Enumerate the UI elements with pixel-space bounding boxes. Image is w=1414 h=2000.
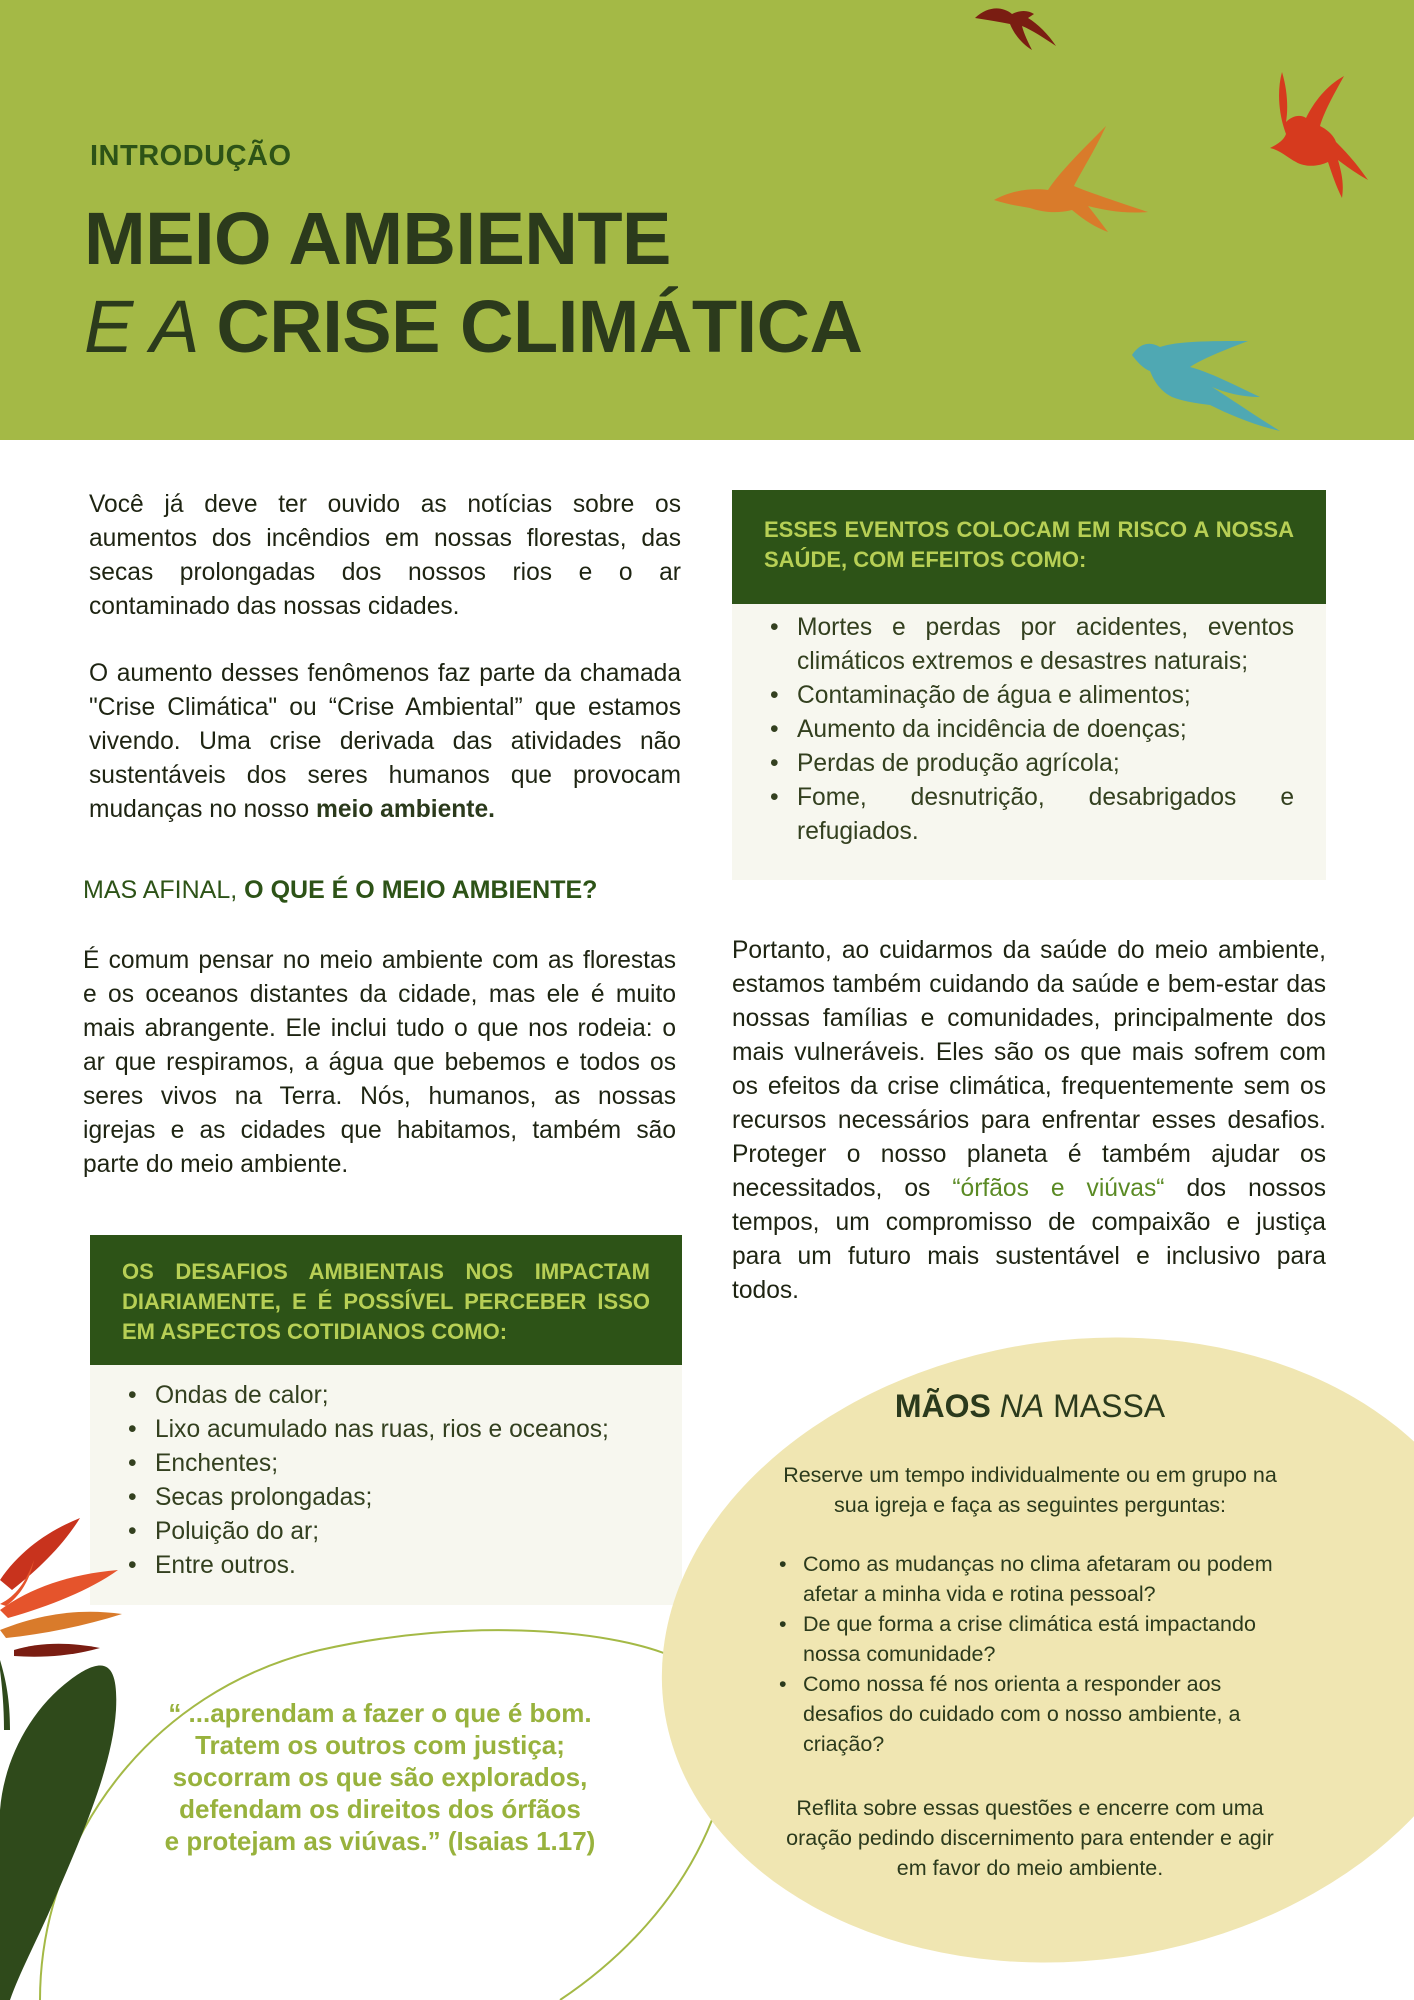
subheading-bold: O QUE É O MEIO AMBIENTE? bbox=[244, 876, 598, 904]
challenges-box-heading: OS DESAFIOS AMBIENTAIS NOS IMPACTAM DIARIAMENTE, E É POSSÍVEL PERCEBER ISSO EM ASPECTOS COTIDIANOS COMO: bbox=[90, 1235, 682, 1365]
portanto-paragraph bbox=[732, 934, 1326, 1308]
maos-questions bbox=[775, 1549, 1305, 1759]
header-banner bbox=[0, 0, 1414, 440]
list-item: • Ondas de calor; bbox=[122, 1379, 650, 1413]
challenges-box-body bbox=[90, 1365, 682, 1605]
challenges-list bbox=[122, 1379, 650, 1583]
risks-list bbox=[764, 611, 1294, 849]
list-item: • Aumento da incidência de doenças; bbox=[764, 713, 1294, 747]
portanto-text-b: dos nossos tempos, um compromisso de compaixão e justiça para um futuro mais sustentável e inclusivo para todos. bbox=[732, 1175, 1327, 1304]
section-kicker: INTRODUÇÃO bbox=[90, 140, 292, 172]
title-line-2-bold: CRISE CLIMÁTICA bbox=[216, 285, 863, 368]
quote-line: defendam os direitos dos órfãos bbox=[179, 1794, 581, 1824]
list-item: • Mortes e perdas por acidentes, eventos climáticos extremos e desastres naturais; bbox=[764, 611, 1294, 679]
list-item: • Contaminação de água e alimentos; bbox=[764, 679, 1294, 713]
list-item: • Poluição do ar; bbox=[122, 1515, 650, 1549]
title-line-2-light: E A bbox=[84, 285, 217, 368]
orange-bird-icon bbox=[990, 120, 1155, 235]
list-item: • Fome, desnutrição, desabrigados e refugiados. bbox=[764, 781, 1294, 849]
list-item: • Secas prolongadas; bbox=[122, 1481, 650, 1515]
maos-title-italic: NA bbox=[990, 1388, 1045, 1424]
intro-paragraph-2 bbox=[89, 657, 681, 827]
intro-paragraph-1: Você já deve ter ouvido as notícias sobre os aumentos dos incêndios em nossas florestas, das secas prolongadas dos nossos rios e o ar contaminado das nossas cidades. bbox=[89, 491, 681, 620]
quote-line: “ ...aprendam a fazer o que é bom. bbox=[168, 1698, 592, 1728]
bible-quote bbox=[140, 1697, 620, 1857]
portanto-highlight: “órfãos e viúvas“ bbox=[952, 1175, 1165, 1202]
section-subheading bbox=[83, 876, 597, 905]
question-item: • Como nossa fé nos orienta a responder aos desafios do cuidado com o nosso ambiente, a criação? bbox=[775, 1669, 1305, 1759]
subheading-light: MAS AFINAL, bbox=[83, 876, 245, 904]
quote-line: Tratem os outros com justiça; bbox=[195, 1730, 565, 1760]
risks-box-body bbox=[732, 604, 1326, 880]
meio-ambiente-paragraph: É comum pensar no meio ambiente com as florestas e os oceanos distantes da cidade, mas ele é muito mais abrangente. Ele inclui tudo o que nos rodeia: o ar que respiramos, a água que bebemos e todos os seres vivos na Terra. Nós, humanos, as nossas igrejas e as cidades que habitamos, também são parte do meio ambiente. bbox=[83, 947, 676, 1178]
quote-line: socorram os que são explorados, bbox=[172, 1762, 588, 1792]
list-item: • Lixo acumulado nas ruas, rios e oceanos; bbox=[122, 1413, 650, 1447]
risks-box-heading: ESSES EVENTOS COLOCAM EM RISCO A NOSSA SAÚDE, COM EFEITOS COMO: bbox=[732, 490, 1326, 604]
maos-title bbox=[750, 1388, 1310, 1425]
teal-bird-icon bbox=[1130, 335, 1290, 435]
page-title bbox=[84, 195, 863, 371]
question-item: • Como as mudanças no clima afetaram ou podem afetar a minha vida e rotina pessoal? bbox=[775, 1549, 1305, 1609]
title-line-1: MEIO AMBIENTE bbox=[84, 197, 671, 280]
intro-paragraph-2-text: O aumento desses fenômenos faz parte da chamada "Crise Climática" ou “Crise Ambiental” que estamos vivendo. Uma crise derivada das atividades não sustentáveis dos seres humanos que provocam mudanças no nosso bbox=[89, 660, 681, 823]
maos-title-light: MASSA bbox=[1044, 1388, 1166, 1424]
question-item: • De que forma a crise climática está impactando nossa comunidade? bbox=[775, 1609, 1305, 1669]
quote-line: e protejam as viúvas.” (Isaias 1.17) bbox=[164, 1826, 596, 1856]
title-line-2 bbox=[84, 283, 863, 371]
dark-red-bird-icon bbox=[970, 0, 1060, 65]
list-item: • Perdas de produção agrícola; bbox=[764, 747, 1294, 781]
intro-paragraph-2-emphasis: meio ambiente. bbox=[315, 796, 495, 823]
portanto-text-a: Portanto, ao cuidarmos da saúde do meio ambiente, estamos também cuidando da saúde e bem-estar das nossas famílias e comunidades, principalmente dos mais vulneráveis. Eles são os que mais sofrem com os efeitos da crise climática, frequentemente sem os recursos necessários para enfrentar esses desafios. Proteger o nosso planeta é também ajudar os necessitados, os bbox=[732, 937, 1326, 1202]
maos-closing: Reflita sobre essas questões e encerre com uma oração pedindo discernimento para entender e agir em favor do meio ambiente. bbox=[786, 1796, 1274, 1880]
maos-intro: Reserve um tempo individualmente ou em grupo na sua igreja e faça as seguintes perguntas: bbox=[783, 1463, 1277, 1517]
bird-of-paradise-flower-icon bbox=[0, 1510, 150, 2000]
list-item: • Enchentes; bbox=[122, 1447, 650, 1481]
list-item: • Entre outros. bbox=[122, 1549, 650, 1583]
red-bird-icon bbox=[1262, 70, 1374, 205]
maos-title-bold: MÃOS bbox=[894, 1388, 991, 1424]
